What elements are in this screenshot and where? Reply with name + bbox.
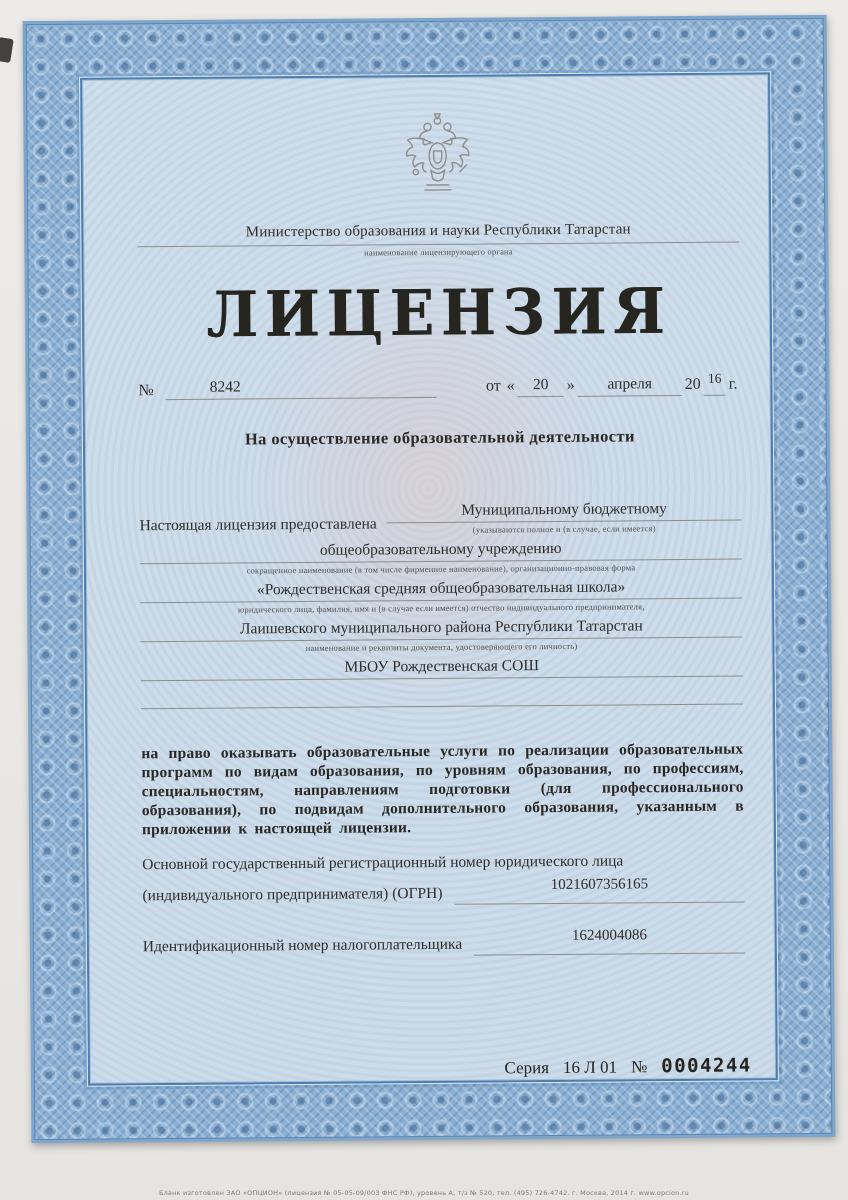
ogrn-row	[142, 875, 744, 907]
grantee-line-3: «Рождественская средняя общеобразовательная школа»	[140, 578, 742, 604]
license-subject: На осуществление образовательной деятельности	[244, 426, 635, 449]
inn-value: 1624004086	[474, 926, 745, 955]
series-label: Серия	[504, 1058, 550, 1078]
license-date-group	[483, 370, 741, 398]
license-rights-paragraph: на право оказывать образовательные услуги по реализации образовательных программ по видам образования, по уровням образования, по профессиям, специальностям, направлениям подготовки (для профессионального образования), по подвидам дополнительного образования, указанным в приложении к настоящей лицензии.	[141, 740, 744, 838]
number-sign: №	[138, 382, 154, 400]
grantee-caption-4: наименование и реквизиты документа, удостоверяющего его личность)	[305, 640, 578, 653]
grantee-field-3	[140, 578, 742, 616]
double-eagle-icon	[399, 109, 476, 204]
grantee-line-4: Лаишевского муниципального района Республики Татарстан	[140, 617, 742, 643]
coat-of-arms	[399, 109, 476, 204]
inn-label: Идентификационный номер налогоплательщика	[142, 935, 463, 955]
series-serial-number: 0004244	[661, 1054, 752, 1078]
date-close-quote: »	[566, 376, 575, 394]
grantee-caption-1: (указываются полное и (в случае, если имеется)	[472, 523, 656, 535]
licensing-authority	[137, 221, 739, 260]
number-and-date-row	[138, 370, 740, 401]
empty-ruled-line	[141, 689, 743, 710]
series-number-sign: №	[630, 1057, 648, 1077]
series-line	[504, 1054, 752, 1078]
license-number-group	[138, 377, 437, 400]
grantee-line-2: общеобразовательному учреждению	[140, 539, 742, 565]
grantee-line-1: Муниципальному бюджетному	[387, 500, 742, 524]
grantee-field-2	[140, 539, 742, 577]
document-content	[82, 74, 776, 1083]
date-open-quote: «	[506, 377, 515, 395]
series-code: 16 Л 01	[562, 1057, 618, 1077]
grantee-field-5	[141, 656, 743, 682]
scan-corner-mark	[0, 37, 14, 63]
ogrn-label-line1: Основной государственный регистрационный номер юридического лица	[142, 852, 624, 873]
grantee-caption-3: юридического лица, фамилия, имя и (в случае если имеется) отчество индивидуального предпринимателя,	[237, 601, 645, 615]
date-year: 16	[707, 370, 722, 386]
inn-row	[143, 926, 745, 958]
date-century: 20	[684, 375, 701, 393]
date-prefix: от	[485, 377, 501, 395]
grantee-line-5: МБОУ Рождественская СОШ	[141, 656, 743, 682]
licensing-authority-name: Министерство образования и науки Республики Татарстан	[137, 221, 739, 248]
date-day: 20	[518, 376, 564, 397]
grantee-caption-2: сокращенное наименование (в том числе фирменное наименование), организационно-правовая форма	[246, 562, 636, 576]
date-year-suffix: г.	[728, 375, 738, 393]
grantee-row	[139, 500, 741, 538]
document-field	[80, 72, 778, 1085]
blank-manufacturer-note: Бланк изготовлен ЗАО «ОПЦИОН» (лицензия № 05-05-09/003 ФНС РФ), уровень А, т/з № 520, тел. (495) 726-4742. г. Москва, 2014 г. www.opcion.ru	[158, 1189, 690, 1197]
ogrn-label-line2: (индивидуального предпринимателя) (ОГРН)	[142, 884, 443, 904]
licensing-authority-caption: наименование лицензирующего органа	[364, 246, 513, 258]
date-year-line	[704, 370, 726, 396]
grantee-label: Настоящая лицензия предоставлена	[139, 515, 377, 535]
license-number-value: 8242	[166, 377, 437, 400]
grantee-value-group	[387, 500, 742, 536]
license-document	[23, 15, 836, 1143]
grantee-field-4	[140, 617, 742, 655]
date-month: апреля	[578, 375, 682, 397]
document-title: ЛИЦЕНЗИЯ	[206, 274, 672, 352]
ogrn-value: 1021607356165	[454, 875, 744, 904]
